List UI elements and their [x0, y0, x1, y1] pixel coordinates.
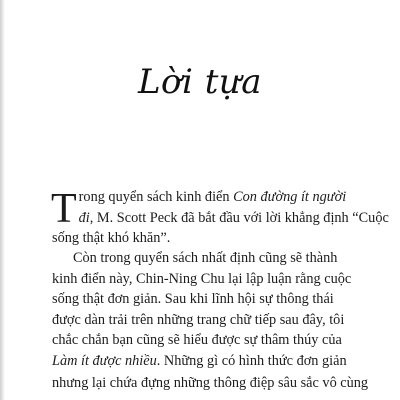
p2-line-3: sống thật đơn giản. Sau khi lĩnh hội sự thông thái — [52, 291, 334, 307]
chapter-title: Lời tựa — [137, 62, 263, 102]
p2-line-6 — [52, 351, 354, 372]
drop-cap: T — [51, 186, 77, 232]
p2-line-1: Còn trong quyển sách nhất định cũng sẽ thành — [73, 250, 338, 266]
p1-line-2-text: , M. Scott Peck đã bắt đầu với lời khẳng định “Cuộc — [89, 209, 389, 226]
page-spine-shadow — [0, 0, 5, 400]
paragraph-2 — [52, 248, 369, 391]
book-title-italic-end: đi — [78, 209, 90, 226]
p2-line-4: được dàn trải trên những trang chữ tiếp sau đây, tôi — [52, 311, 345, 328]
p1-line-1 — [52, 187, 354, 208]
book-title-italic: Con đường ít người — [233, 189, 347, 205]
book-title-italic-2: Làm ít được nhiều — [52, 352, 157, 369]
p2-line-7-cut: nhưng lại chứa đựng những thông điệp sâu sắc vô cùng — [52, 375, 369, 391]
paragraph-1 — [51, 186, 389, 249]
p2-line-2: kinh điển này, Chin-Ning Chu lại lập luận rằng cuộc — [52, 270, 352, 287]
p2-line-5: chắc chắn bạn cũng sẽ hiểu được sự thâm thúy của — [52, 332, 342, 348]
p1-line-2 — [52, 208, 389, 229]
p1-line-3: sống thật khó khăn”. — [52, 230, 171, 246]
p2-line-6-text: . Những gì có hình thức đơn giản — [156, 352, 347, 369]
p1-line-1-text: rong quyển sách kinh điển — [78, 189, 234, 205]
